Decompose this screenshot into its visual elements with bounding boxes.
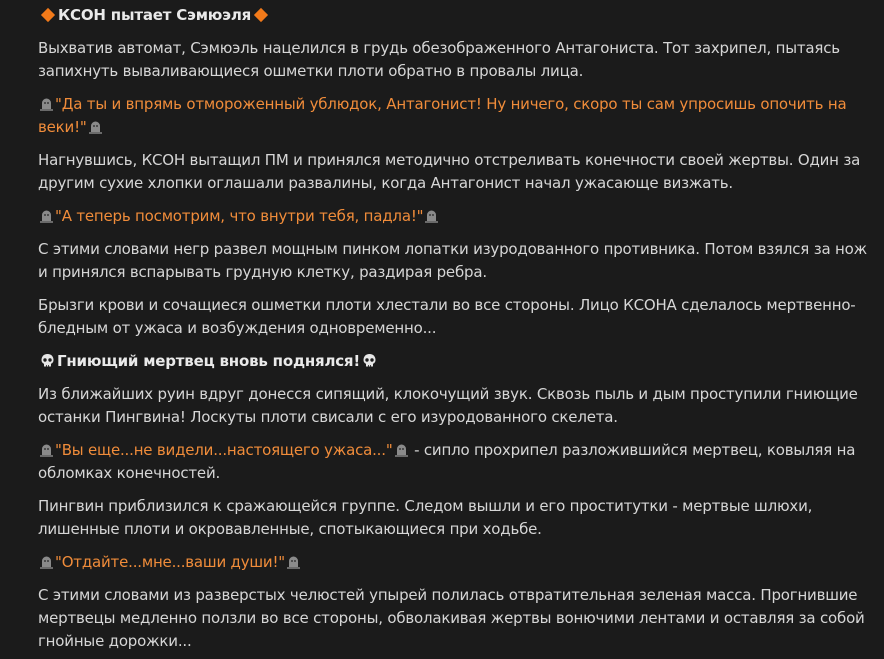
story-paragraph: Выхватив автомат, Сэмюэль нацелился в грудь обезображенного Антагониста. Тот захрипел, пытаясь запихнуть вываливающиеся ошметки плоти обратно в провалы лица. <box>38 39 840 80</box>
dialogue-text: "Вы еще...не видели...настоящего ужаса..." <box>55 441 393 459</box>
heading-undead-text: Гниющий мертвец вновь поднялся! <box>57 352 360 370</box>
dialogue-text: "Отдайте...мне...ваши души!" <box>55 553 285 571</box>
skull-icon <box>40 353 55 368</box>
story-content <box>38 4 872 653</box>
tombstone-icon <box>40 209 53 223</box>
dialogue-text: "Да ты и впрямь отмороженный ублюдок, Антагонист! Ну ничего, скоро ты сам упросишь опочить на веки!" <box>38 95 847 136</box>
tombstone-icon <box>40 97 53 111</box>
dialogue-line <box>38 439 872 485</box>
story-paragraph: Брызги крови и сочащиеся ошметки плоти хлестали во все стороны. Лицо КСОНА сделалось мертвенно-бледным от ужаса и возбуждения одновременно... <box>38 296 856 337</box>
orange-diamond-icon <box>41 8 55 22</box>
heading-torture <box>38 4 872 27</box>
dialogue-line <box>38 205 872 228</box>
tombstone-icon <box>40 443 53 457</box>
story-paragraph: С этими словами негр развел мощным пинком лопатки изуродованного противника. Потом взялся за нож и принялся вспарывать грудную клетку, раздирая ребра. <box>38 240 867 281</box>
dialogue-narration: - сипло прохрипел разложившийся мертвец, ковыляя на обломках конечностей. <box>38 441 856 482</box>
tombstone-icon <box>425 209 438 223</box>
skull-icon <box>362 353 377 368</box>
story-paragraph: С этими словами из разверстых челюстей упырей полилась отвратительная зеленая масса. Прогнившие мертвецы медленно ползли во все стороны, обволакивая жертвы вонючими лентами и оставляя за собой гнойные дорожки... <box>38 586 865 650</box>
story-paragraph: Нагнувшись, КСОН вытащил ПМ и принялся методично отстреливать конечности своей жертвы. Один за другим сухие хлопки оглашали развалины, когда Антагонист начал ужасающе визжать. <box>38 151 861 192</box>
dialogue-line <box>38 551 872 574</box>
tombstone-icon <box>89 120 102 134</box>
heading-torture-text: КСОН пытает Сэмюэля <box>58 6 252 24</box>
orange-diamond-icon <box>254 8 268 22</box>
tombstone-icon <box>40 555 53 569</box>
heading-undead <box>38 350 872 373</box>
story-paragraph: Пингвин приблизился к сражающейся группе. Следом вышли и его проститутки - мертвые шлюхи, лишенные плоти и окровавленные, спотыкающиеся при ходьбе. <box>38 497 813 538</box>
tombstone-icon <box>395 443 408 457</box>
dialogue-text: "А теперь посмотрим, что внутри тебя, падла!" <box>55 207 424 225</box>
story-paragraph: Из ближайших руин вдруг донесся сипящий, клокочущий звук. Сквозь пыль и дым проступили гниющие останки Пингвина! Лоскуты плоти свисали с его изуродованного скелета. <box>38 385 858 426</box>
dialogue-line <box>38 93 872 139</box>
tombstone-icon <box>287 555 300 569</box>
